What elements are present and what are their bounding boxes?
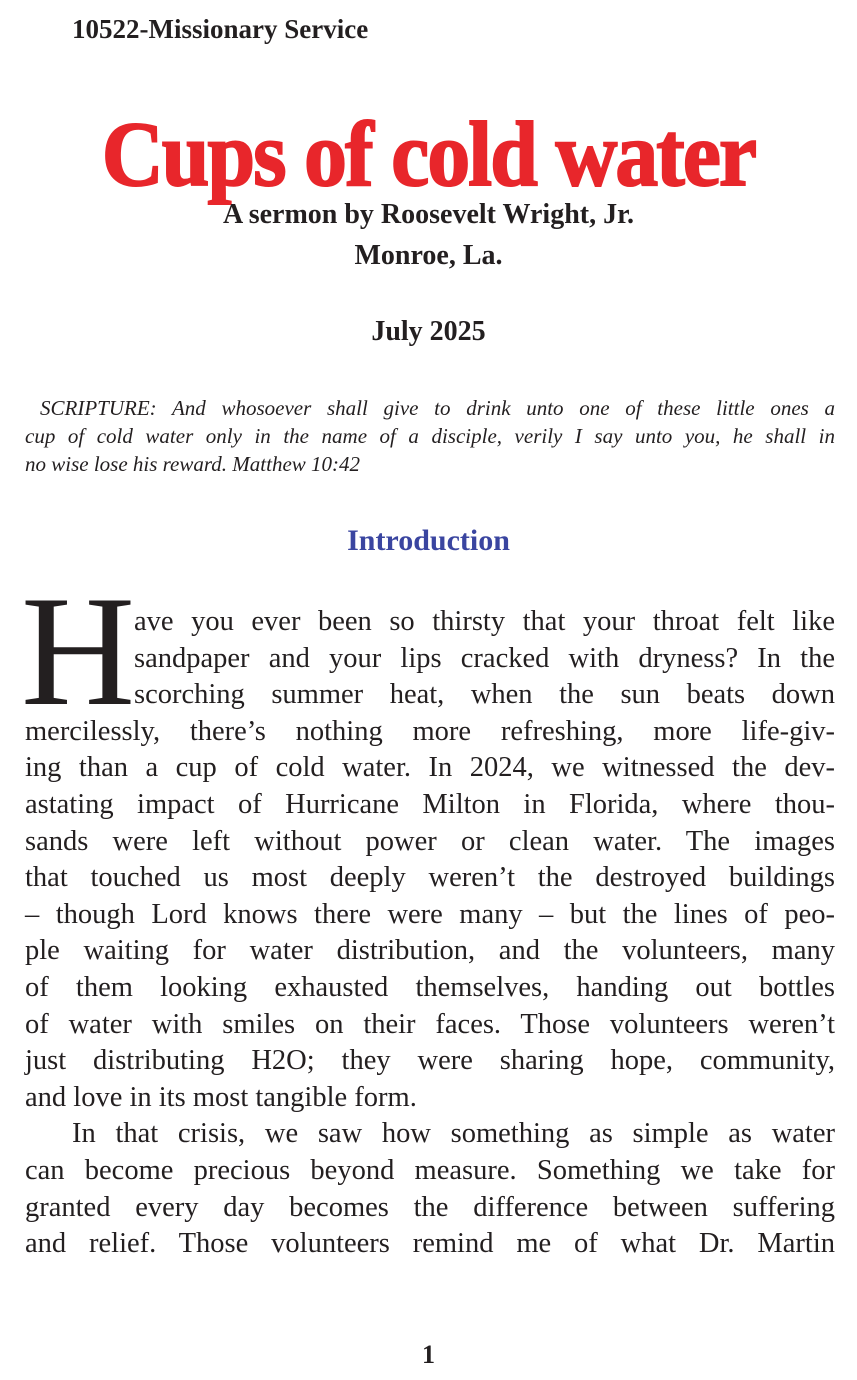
text-line: sandpaper and your lips cracked with dryness? In the	[134, 642, 835, 674]
scripture-line: cup of cold water only in the name of a disciple, verily I say unto you, he shall in	[25, 424, 835, 448]
text-line: In that crisis, we saw how something as simple as water	[72, 1118, 835, 1150]
text-line: ave you ever been so thirsty that your throat felt like	[134, 606, 835, 637]
date: July 2025	[371, 316, 486, 347]
byline: A sermon by Roosevelt Wright, Jr.	[223, 199, 634, 230]
series-label: 10522-Missionary Service	[72, 14, 369, 44]
page-number: 1	[422, 1340, 435, 1369]
text-line: and relief. Those volunteers remind me of what Dr. Martin	[25, 1228, 835, 1260]
section-heading: Introduction	[347, 524, 510, 557]
text-line: astating impact of Hurricane Milton in Florida, where thou-	[25, 789, 835, 820]
sermon-title: Cups of cold water	[101, 103, 756, 205]
text-line: that touched us most deeply weren’t the destroyed buildings	[25, 862, 835, 894]
text-line: and love in its most tangible form.	[25, 1081, 417, 1113]
text-line: – though Lord knows there were many – but the lines of peo-	[25, 898, 835, 930]
text-line: mercilessly, there’s nothing more refreshing, more life-giv-	[25, 715, 835, 747]
scripture-line: SCRIPTURE: And whosoever shall give to drink unto one of these little ones a	[40, 396, 835, 420]
text-line: sands were left without power or clean water. The images	[25, 825, 835, 857]
text-line: can become precious beyond measure. Something we take for	[25, 1155, 835, 1186]
text-line: of water with smiles on their faces. Those volunteers weren’t	[25, 1008, 835, 1040]
text-line: granted every day becomes the difference between suffering	[25, 1191, 835, 1223]
drop-cap: H	[21, 564, 136, 739]
text-line: of them looking exhausted themselves, handing out bottles	[25, 972, 835, 1003]
text-line: ple waiting for water distribution, and the volunteers, many	[25, 935, 835, 967]
text-line: scorching summer heat, when the sun beats down	[134, 679, 835, 711]
text-line: ing than a cup of cold water. In 2024, we witnessed the dev-	[25, 752, 835, 784]
scripture-line: no wise lose his reward. Matthew 10:42	[25, 452, 361, 476]
location: Monroe, La.	[354, 240, 503, 271]
text-line: just distributing H2O; they were sharing hope, community,	[25, 1045, 835, 1077]
